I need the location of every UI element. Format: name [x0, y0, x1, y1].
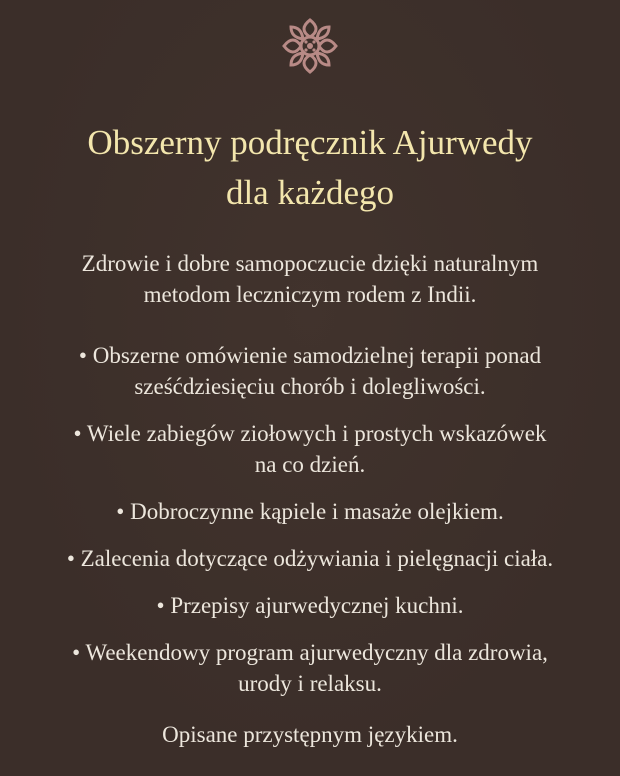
list-item-line-1: • Dobroczynne kąpiele i masaże olejkiem. — [116, 499, 504, 524]
closing-line: Opisane przystępnym językiem. — [162, 722, 458, 747]
intro-line-2: metodom leczniczym rodem z Indii. — [143, 282, 477, 307]
list-item-line-2: na co dzień. — [254, 452, 366, 477]
list-item-line-1: • Zalecenia dotyczące odżywiania i pielęgnacji ciała. — [66, 546, 554, 571]
title-line-2: dla każdego — [225, 173, 395, 212]
intro-line-1: Zdrowie i dobre samopoczucie dzięki naturalnym — [81, 251, 539, 276]
list-item — [8, 637, 612, 699]
list-item — [8, 543, 612, 574]
list-item-line-1: • Weekendowy program ajurwedyczny dla zdrowia, — [72, 640, 548, 665]
intro-paragraph — [10, 248, 610, 310]
list-item-line-1: • Obszerne omówienie samodzielnej terapii ponad — [78, 343, 542, 368]
rosette-ornament-icon — [278, 14, 342, 78]
list-item — [8, 590, 612, 621]
list-item — [8, 340, 612, 402]
list-item-line-2: sześćdziesięciu chorób i dolegliwości. — [134, 374, 486, 399]
feature-list — [8, 340, 612, 715]
list-item — [8, 496, 612, 527]
list-item-line-1: • Przepisy ajurwedycznej kuchni. — [156, 593, 464, 618]
cover-title — [0, 118, 620, 218]
list-item-line-2: urody i relaksu. — [238, 671, 382, 696]
title-line-1: Obszerny podręcznik Ajurwedy — [87, 123, 533, 162]
list-item-line-1: • Wiele zabiegów ziołowych i prostych wskazówek — [73, 421, 547, 446]
list-item — [8, 418, 612, 480]
